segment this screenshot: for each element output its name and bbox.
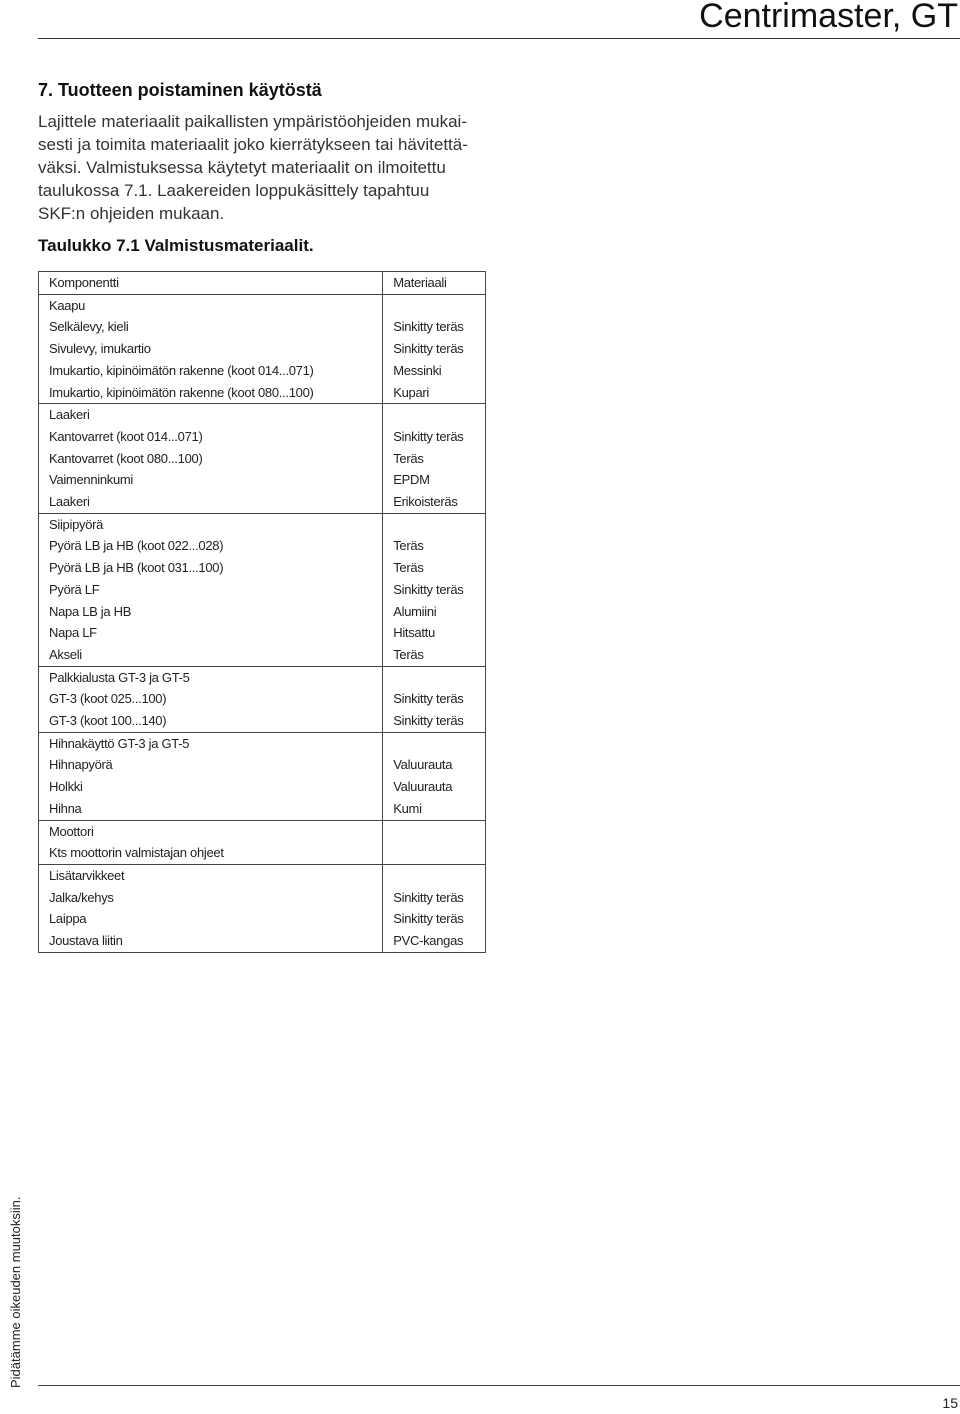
group-title: Kaapu [39,294,383,316]
material-cell: Sinkitty teräs [383,426,486,448]
material-cell: Sinkitty teräs [383,316,486,338]
page-number: 15 [942,1395,958,1411]
table-group-row [39,864,486,886]
table-row [39,710,486,732]
table-row [39,316,486,338]
material-cell [383,842,486,864]
component-cell: Laakeri [39,491,383,513]
material-cell: Erikoisteräs [383,491,486,513]
component-cell: Kantovarret (koot 080...100) [39,448,383,470]
component-cell: GT-3 (koot 025...100) [39,688,383,710]
table-group-row [39,732,486,754]
table-row [39,535,486,557]
document-title: Centrimaster, GT [699,0,958,35]
component-cell: Napa LB ja HB [39,601,383,623]
group-material-empty [383,294,486,316]
group-material-empty [383,732,486,754]
material-cell: Kumi [383,798,486,820]
table-row [39,491,486,513]
table-row [39,798,486,820]
table-row [39,360,486,382]
component-cell: Pyörä LB ja HB (koot 031...100) [39,557,383,579]
table-caption: Taulukko 7.1 Valmistusmateriaalit. [38,236,314,255]
material-cell: Valuurauta [383,776,486,798]
group-material-empty [383,820,486,842]
table-row [39,382,486,404]
material-cell: EPDM [383,469,486,491]
table-row [39,622,486,644]
group-title: Palkkialusta GT-3 ja GT-5 [39,666,383,688]
table-header-row [39,272,486,295]
component-cell: Hihna [39,798,383,820]
material-cell: Hitsattu [383,622,486,644]
table-row [39,930,486,952]
table-group-row [39,294,486,316]
component-cell: Akseli [39,644,383,666]
component-cell: Laippa [39,908,383,930]
material-cell: Sinkitty teräs [383,887,486,909]
material-cell: Valuurauta [383,754,486,776]
group-material-empty [383,864,486,886]
material-cell: Teräs [383,448,486,470]
table-row [39,426,486,448]
table-group-row [39,513,486,535]
material-cell: Sinkitty teräs [383,338,486,360]
material-cell: Kupari [383,382,486,404]
intro-line: Lajittele materiaalit paikallisten ympäristöohjeiden mukai- [38,112,467,131]
table-row [39,754,486,776]
table-row [39,908,486,930]
footer-divider [38,1385,960,1386]
table-row [39,448,486,470]
table-row [39,776,486,798]
table-row [39,338,486,360]
material-cell: Teräs [383,535,486,557]
table-row [39,601,486,623]
header-divider [38,38,960,39]
material-cell: Teräs [383,557,486,579]
group-title: Siipipyörä [39,513,383,535]
material-cell: Sinkitty teräs [383,710,486,732]
group-material-empty [383,404,486,426]
material-cell: Alumiini [383,601,486,623]
component-cell: Hihnapyörä [39,754,383,776]
table-row [39,557,486,579]
component-cell: Pyörä LB ja HB (koot 022...028) [39,535,383,557]
table-row [39,842,486,864]
component-cell: Joustava liitin [39,930,383,952]
material-cell: Sinkitty teräs [383,579,486,601]
material-cell: Sinkitty teräs [383,908,486,930]
group-material-empty [383,513,486,535]
intro-line: väksi. Valmistuksessa käytetyt materiaalit on ilmoitettu [38,158,446,177]
component-cell: Napa LF [39,622,383,644]
material-cell: Teräs [383,644,486,666]
table-group-row [39,404,486,426]
table-group-row [39,666,486,688]
component-cell: Kantovarret (koot 014...071) [39,426,383,448]
component-cell: Kts moottorin valmistajan ohjeet [39,842,383,864]
group-title: Hihnakäyttö GT-3 ja GT-5 [39,732,383,754]
material-cell: PVC-kangas [383,930,486,952]
rights-notice: Pidätämme oikeuden muutoksiin. [8,1196,23,1388]
table-row [39,688,486,710]
material-cell: Sinkitty teräs [383,688,486,710]
component-cell: Pyörä LF [39,579,383,601]
component-cell: Imukartio, kipinöimätön rakenne (koot 014...071) [39,360,383,382]
material-cell: Messinki [383,360,486,382]
component-cell: Sivulevy, imukartio [39,338,383,360]
intro-line: SKF:n ohjeiden mukaan. [38,204,225,223]
intro-line: sesti ja toimita materiaalit joko kierrätykseen tai hävitettä- [38,135,468,154]
group-title: Laakeri [39,404,383,426]
header-material: Materiaali [383,272,486,295]
component-cell: Jalka/kehys [39,887,383,909]
group-title: Lisätarvikkeet [39,864,383,886]
table-group-row [39,820,486,842]
intro-paragraph [38,110,478,225]
table-row [39,887,486,909]
header-component: Komponentti [39,272,383,295]
component-cell: Vaimenninkumi [39,469,383,491]
section-heading: 7. Tuotteen poistaminen käytöstä [38,80,322,100]
component-cell: Holkki [39,776,383,798]
table-row [39,579,486,601]
component-cell: GT-3 (koot 100...140) [39,710,383,732]
component-cell: Imukartio, kipinöimätön rakenne (koot 080...100) [39,382,383,404]
group-title: Moottori [39,820,383,842]
table-row [39,644,486,666]
group-material-empty [383,666,486,688]
component-cell: Selkälevy, kieli [39,316,383,338]
materials-table-body [39,272,486,953]
materials-table [38,271,486,953]
intro-line: taulukossa 7.1. Laakereiden loppukäsittely tapahtuu [38,181,430,200]
table-row [39,469,486,491]
